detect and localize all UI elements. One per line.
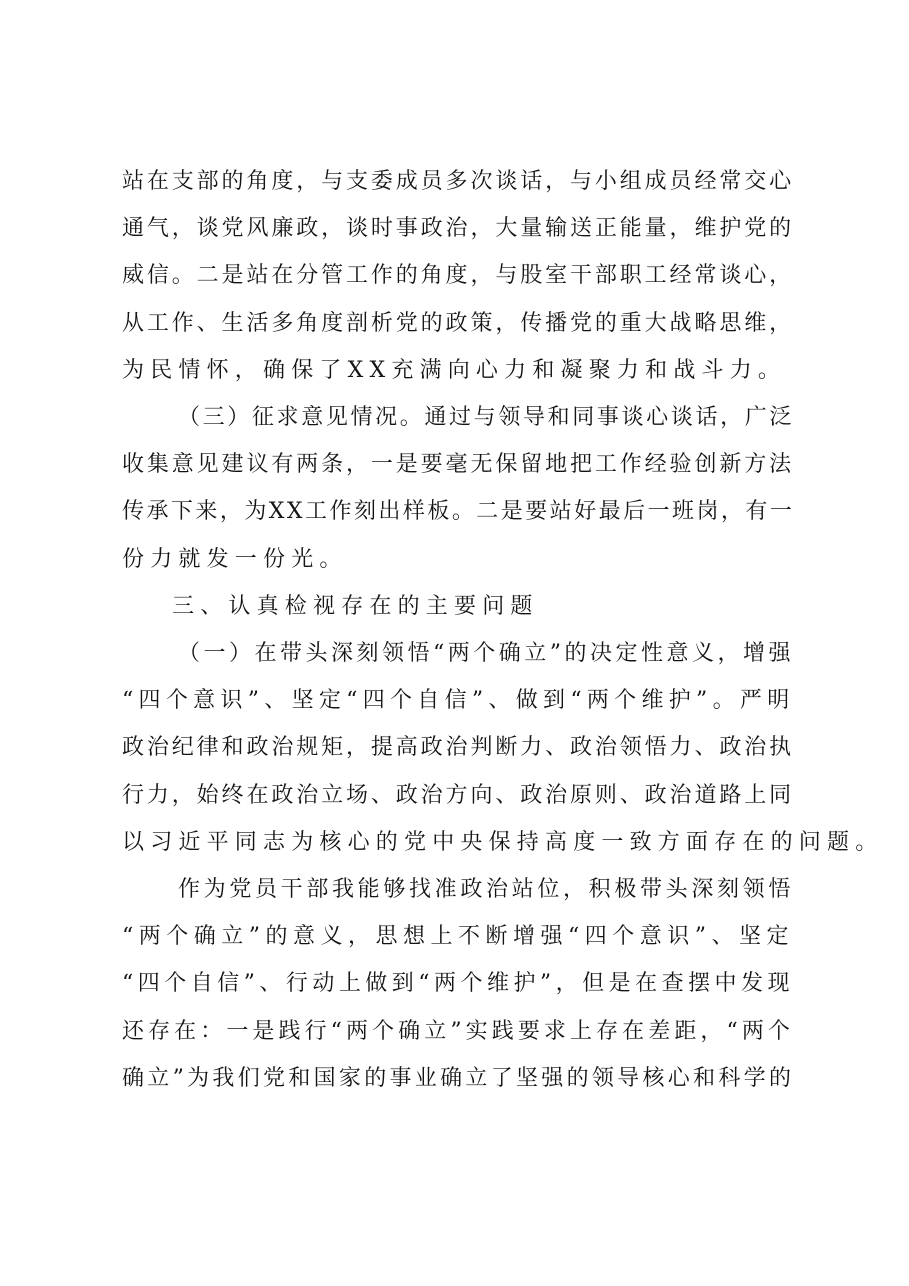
document-body	[122, 158, 884, 1102]
text-line: 通气，谈党风廉政，谈时事政治，大量输送正能量，维护党的	[122, 216, 795, 242]
text-line: （三）征求意见情况。通过与领导和同事谈心谈话，广泛	[178, 405, 795, 431]
text-line: “两个确立”的意义，思想上不断增强“四个意识”、坚定	[122, 924, 794, 950]
text-line: 从工作、生活多角度剖析党的政策，传播党的重大战略思维，	[122, 310, 795, 336]
text-line: 份力就发一份光。	[122, 546, 348, 572]
text-line: 站在支部的角度，与支委成员多次谈话，与小组成员经常交心	[122, 169, 795, 194]
text-line: 政治纪律和政治规矩，提高政治判断力、政治领悟力、政治执	[122, 735, 795, 761]
text-line: （一）在带头深刻领悟“两个确立”的决定性意义，增强	[178, 641, 794, 667]
paragraph-opinion-collection	[122, 394, 794, 583]
text-line: 作为党员干部我能够找准政治站位，积极带头深刻领悟	[178, 877, 795, 903]
text-line: “四个意识”、坚定“四个自信”、做到“两个维护”。严明	[122, 688, 795, 714]
heading-text: 三、认真检视存在的主要问题	[172, 593, 539, 619]
text-line: 以习近平同志为核心的党中央保持高度一致方面存在的问题。	[122, 829, 884, 855]
section-heading	[122, 583, 794, 630]
text-line: 行力，始终在政治立场、政治方向、政治原则、政治道路上同	[122, 782, 795, 808]
text-line: 还存在：一是践行“两个确立”实践要求上存在差距，“两个	[122, 1018, 794, 1044]
text-line: 威信。二是站在分管工作的角度，与股室干部职工经常谈心，	[122, 263, 795, 289]
text-line: 传承下来，为XX工作刻出样板。二是要站好最后一班岗，有一	[122, 499, 795, 525]
text-line: 收集意见建议有两条，一是要毫无保留地把工作经验创新方法	[122, 452, 795, 478]
paragraph-issue-one-title	[122, 630, 884, 866]
text-line: 确立”为我们党和国家的事业确立了坚强的领导核心和科学的	[122, 1065, 795, 1091]
paragraph-talk-summary	[122, 158, 794, 394]
text-line: 为民情怀，确保了XX充满向心力和凝聚力和战斗力。	[122, 357, 787, 383]
text-line: “四个自信”、行动上做到“两个维护”，但是在查摆中发现	[122, 971, 794, 997]
paragraph-issue-one-body	[122, 866, 794, 1102]
